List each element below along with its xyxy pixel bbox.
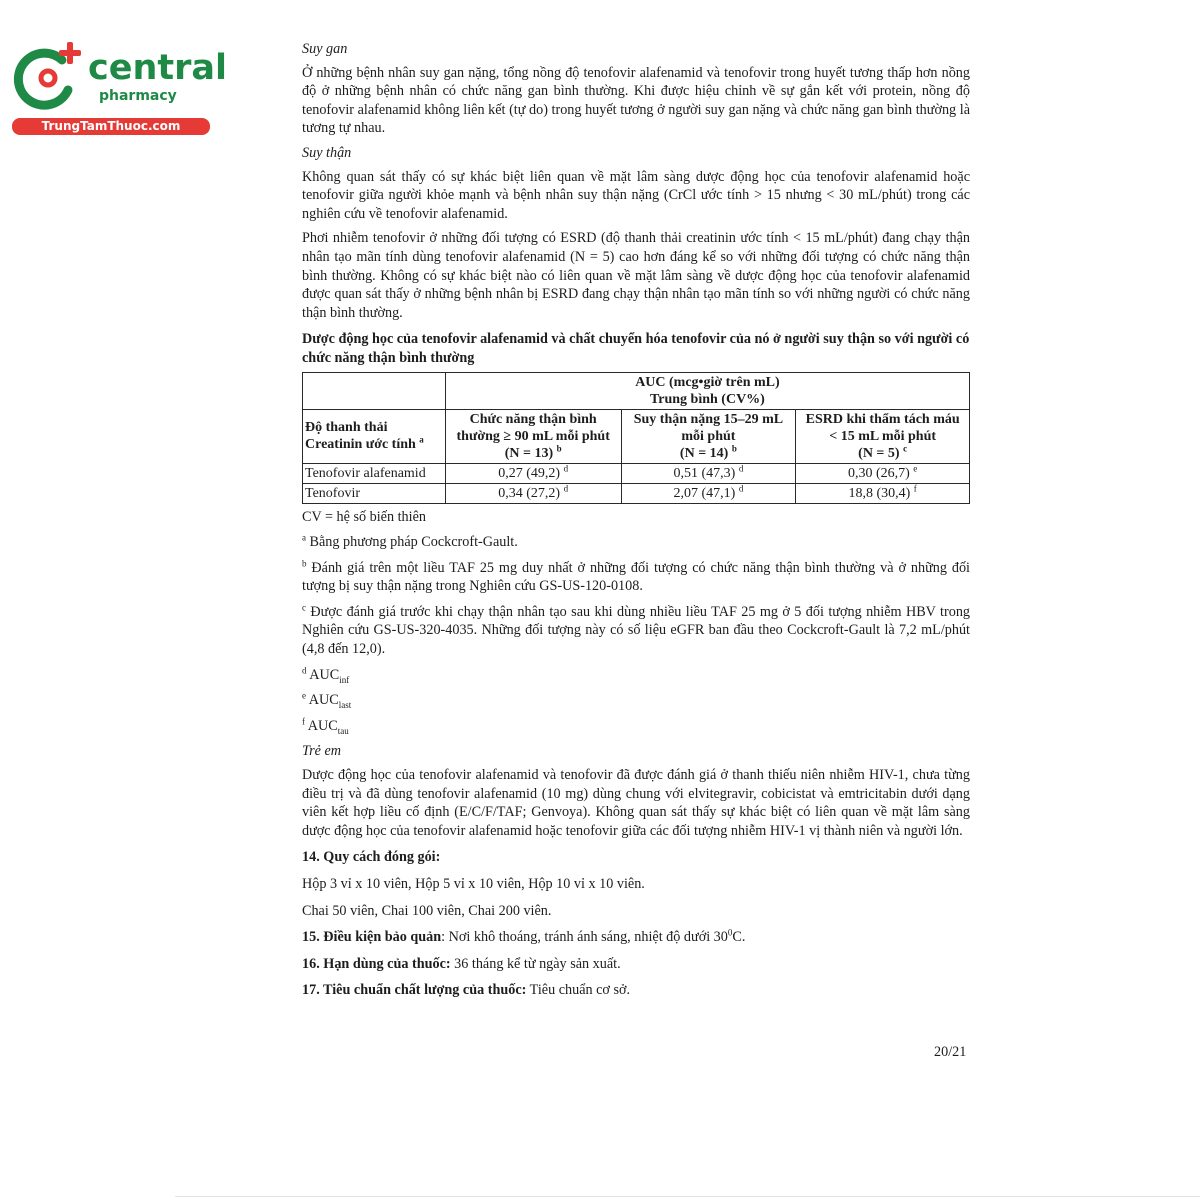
packaging-line-2: Chai 50 viên, Chai 100 viên, Chai 200 viên. [302,902,552,919]
footnote-mark: c [302,602,306,613]
footnote-b [302,559,970,596]
footnote-sub: tau [337,725,349,736]
table-cell [796,463,970,483]
col-header-line: Suy thận nặng 15–29 mL [633,411,784,427]
scan-edge-line [175,1196,1200,1197]
column-header-severe [621,409,796,463]
section-expiry [302,955,970,974]
col-header-line: (N = 14) [679,445,729,461]
heading-text: 16. Hạn dùng của thuốc: [302,955,451,972]
footnote-c [302,603,970,659]
section-title-pediatric: Trẻ em [302,743,342,760]
cell-value: 2,07 (47,1) [673,485,736,501]
footnote-sub: inf [339,674,350,685]
col-header-line: Chức năng thận bình [469,411,597,427]
cell-sup: f [913,482,917,493]
footnote-mark: f [302,716,305,727]
section-packaging-title [302,848,970,867]
table-cell [621,483,796,503]
column-header-esrd [796,409,970,463]
table-cell [796,483,970,503]
auc-header-line2: Trung bình (CV%) [649,391,765,407]
auc-header [445,372,969,409]
footnote-text: AUC [309,666,340,683]
row-header-line2: Creatinin ước tính [305,437,416,452]
cell-value: 0,30 (26,7) [847,465,910,481]
table-row [303,483,970,503]
column-header-normal [445,409,621,463]
heading-text: 17. Tiêu chuẩn chất lượng của thuốc: [302,982,527,999]
footnote-mark: d [302,664,307,675]
logo-wordmark: central [88,48,228,88]
col-header-sup: b [556,442,562,453]
footnote-d [302,666,970,685]
row-label: Tenofovir [303,483,446,503]
footnote-sub: last [338,700,352,711]
row-header-sup: a [419,434,424,445]
storage-text: : Nơi khô thoáng, tránh ánh sáng, nhiệt độ dưới 30 [441,929,728,946]
logo-subtitle: pharmacy [99,88,177,104]
table-header-row-1 [303,372,970,409]
document-page [302,40,970,1006]
central-logo-icon [10,38,90,118]
row-header-line1: Độ thanh thải [305,420,388,435]
col-header-line: thường ≥ 90 mL mỗi phút [456,428,610,444]
footnote-a [302,533,970,552]
table-empty-corner [303,372,446,409]
col-header-line: mỗi phút [681,428,736,444]
footnote-text: Bằng phương pháp Cockcroft-Gault. [309,534,518,551]
section-title-liver: Suy gan [302,41,348,57]
table-caption: Dược động học của tenofovir alafenamid và chất chuyển hóa tenofovir của nó ở người suy thận so với người có chức năng thận bình thường [302,331,970,366]
footnote-text: Đánh giá trên một liều TAF 25 mg duy nhất ở những đối tượng có chức năng thận bình thường và ở những đối tượng bị suy thận nặng trong Nghiên cứu GS-US-120-0108. [302,559,970,595]
table-cell [445,483,621,503]
col-header-line: < 15 mL mỗi phút [829,428,937,444]
section-standard [302,981,970,1000]
footnote-text: Được đánh giá trước khi chạy thận nhân tạo sau khi dùng nhiều liều TAF 25 mg ở 5 đối tượng nhiễm HBV trong Nghiên cứu GS-US-320-4035. Những đối tượng này có số liệu eGFR ban đầu theo Cockcroft-Gault là 7,2 mL/phút (4,8 đến 12,0). [302,603,971,658]
footnote-mark: e [302,690,306,701]
packaging-line-1: Hộp 3 vỉ x 10 viên, Hộp 5 vỉ x 10 viên, Hộp 10 vỉ x 10 viên. [302,876,645,892]
paragraph-kidney-2: Phơi nhiễm tenofovir ở những đối tượng có ESRD (độ thanh thải creatinin ước tính < 15 mL/phút) đang chạy thận nhân tạo mãn tính dùng tenofovir alafenamid (N = 5) cao hơn đáng kể so với những đối tượng có chức năng thận bình thường. Không có sự khác biệt nào có liên quan về mặt lâm sàng về dược động học của tenofovir alafenamid được quan sát thấy ở những bệnh nhân bị ESRD đang chạy thận nhân tạo mãn tính so với những người có chức năng thận bình thường. [302,230,970,321]
pk-renal-table [302,372,970,504]
heading-text: 14. Quy cách đóng gói: [302,849,441,866]
cell-sup: e [913,462,918,473]
cell-sup: d [738,482,744,493]
footnote-mark: b [302,557,307,568]
cell-value: 18,8 (30,4) [848,485,911,501]
cell-sup: d [563,462,569,473]
footnote-cv: CV = hệ số biến thiên [302,508,426,525]
paragraph-pediatric: Dược động học của tenofovir alafenamid và tenofovir đã được đánh giá ở thanh thiếu niên nhiễm HIV-1, chưa từng điều trị và đã dùng tenofovir alafenamid (10 mg) dùng chung với elvitegravir, cobicistat và emtricitabin dưới dạng viên kết hợp liều cố định (E/C/F/TAF; Genvoya). Không quan sát thấy sự khác biệt có liên quan về mặt lâm sàng dược động học của tenofovir alafenamid hoặc tenofovir giữa các đối tượng nhiễm HIV-1 vị thành niên và người lớn. [302,767,970,839]
cell-sup: d [563,482,569,493]
col-header-sup: c [903,442,908,453]
row-header-cell [303,409,446,463]
auc-header-line1: AUC (mcg•giờ trên mL) [635,374,780,390]
table-cell [621,463,796,483]
paragraph-liver: Ở những bệnh nhân suy gan nặng, tổng nồng độ tenofovir alafenamid và tenofovir trong huyết tương thấp hơn nồng độ ở những bệnh nhân có chức năng gan bình thường. Khi được hiệu chỉnh về sự gắn kết với protein, nồng độ tenofovir alafenamid không liên kết (tự do) trong huyết tương ở người suy gan nặng và chức năng gan bình thường là tương tự nhau. [302,64,970,137]
expiry-text: 36 tháng kể từ ngày sản xuất. [450,955,621,972]
table-row [303,463,970,483]
col-header-line: (N = 13) [504,445,554,461]
cell-value: 0,34 (27,2) [498,485,561,501]
degree-sup: 0 [727,927,733,938]
footnote-f [302,717,970,736]
footnote-mark: a [302,532,306,543]
cell-value: 0,27 (49,2) [498,465,561,481]
col-header-line: ESRD khi thẩm tách máu [805,411,960,427]
heading-text: 15. Điều kiện bảo quản [302,929,442,946]
row-label: Tenofovir alafenamid [303,463,446,483]
footnote-text: AUC [307,717,338,734]
table-cell [445,463,621,483]
logo-website-banner[interactable]: TrungTamThuoc.com [12,118,210,135]
cell-value: 0,51 (47,3) [673,465,736,481]
col-header-line: (N = 5) [858,445,900,461]
section-storage [302,928,970,947]
cell-sup: d [738,462,744,473]
page-number: 20/21 [934,1044,967,1060]
storage-end: C. [732,929,746,946]
section-title-kidney: Suy thận [302,144,352,161]
paragraph-kidney-1: Không quan sát thấy có sự khác biệt liên quan về mặt lâm sàng dược động học của tenofovir alafenamid hoặc tenofovir giữa người khỏe mạnh và bệnh nhân suy thận nặng (CrCl ước tính > 15 nhưng < 30 mL/phút) trong các nghiên cứu về tenofovir alafenamid. [302,168,970,222]
table-header-row-2 [303,409,970,463]
col-header-sup: b [731,442,737,453]
central-pharmacy-logo[interactable] [10,38,228,138]
standard-text: Tiêu chuẩn cơ sở. [526,982,631,999]
footnote-text: AUC [308,692,339,709]
footnote-e [302,691,970,710]
